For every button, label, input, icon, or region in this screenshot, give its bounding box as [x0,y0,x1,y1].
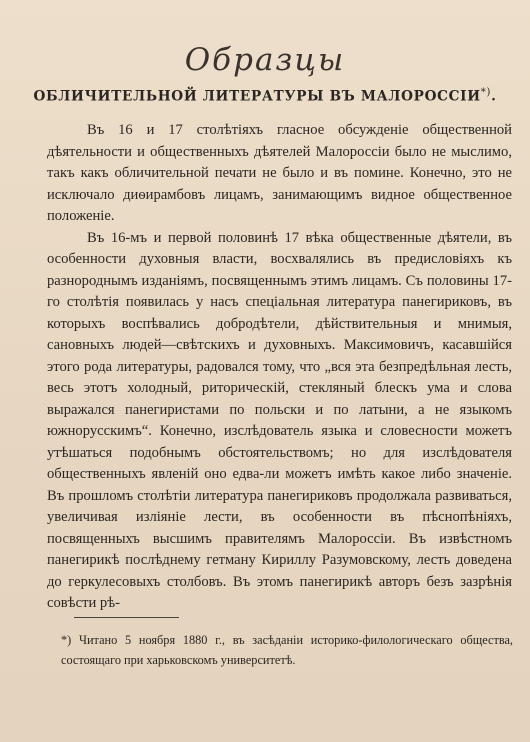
subtitle-period: . [491,88,497,105]
subtitle-text: ОБЛИЧИТЕЛЬНОЙ ЛИТЕРАТУРЫ ВЪ МАЛОРОССІИ [33,88,481,105]
footnote-text: *) Читано 5 ноября 1880 г., въ засѣданіи историко-филологическаго общества, состоящаго при харьковскомъ университетѣ. [61,633,513,667]
page-title: Образцы [184,42,346,78]
footnote-divider [74,617,179,618]
page-subtitle [0,87,530,105]
body-text [47,120,512,615]
footnote [61,630,513,670]
paragraph: Въ 16 и 17 столѣтіяхъ гласное обсужденіе общественной дѣятельности и общественныхъ дѣятелей Малороссіи было не мыслимо, такъ какъ обличительной печати не было и въ помине. Конечно, это не исключало диѳирамбовъ лицамъ, занимающимъ видное общественное положеніе. [47,122,512,224]
paragraph: Въ 16-мъ и первой половинѣ 17 вѣка общественные дѣятели, въ особенности духовныя власти, восхвалялись въ предисловіяхъ къ разнороднымъ изданіямъ, посвященнымъ этимъ лицамъ. Съ половины 17-го столѣтія появилась у насъ спеціальная литература панегириковъ, въ которыхъ воспѣвались добродѣтели, дѣйствительныя и мнимыя, сановныхъ людей—свѣтскихъ и духовныхъ. Максимовичъ, касавшійся этого рода литературы, радовался тому, что „вся эта безпредѣльная лесть, весь этотъ холодный, риторическій, стекляный блескъ ума и слова выражался панегиристами по польски и по латыни, а не языкомъ южнорусскимъ“. Конечно, изслѣдователь языка и словесности можетъ утѣшаться подобнымъ обстоятельствомъ; но для изслѣдователя общественныхъ явленій оно едва-ли можетъ имѣть какое либо значеніе. Въ прошломъ столѣтіи литература панегириковъ продолжала развиваться, увеличивая изліяніе лести, въ особенности въ пѣснопѣніяхъ, посвященныхъ высшимъ правителямъ Малороссіи. Въ извѣстномъ панегирикѣ послѣднему гетману Кириллу Разумовскому, лесть доведена до геркулесовыхъ столбовъ. Въ этомъ панегирикѣ авторъ безъ зазрѣнія совѣсти рѣ- [47,229,512,611]
footnote-marker: *) [480,87,492,98]
